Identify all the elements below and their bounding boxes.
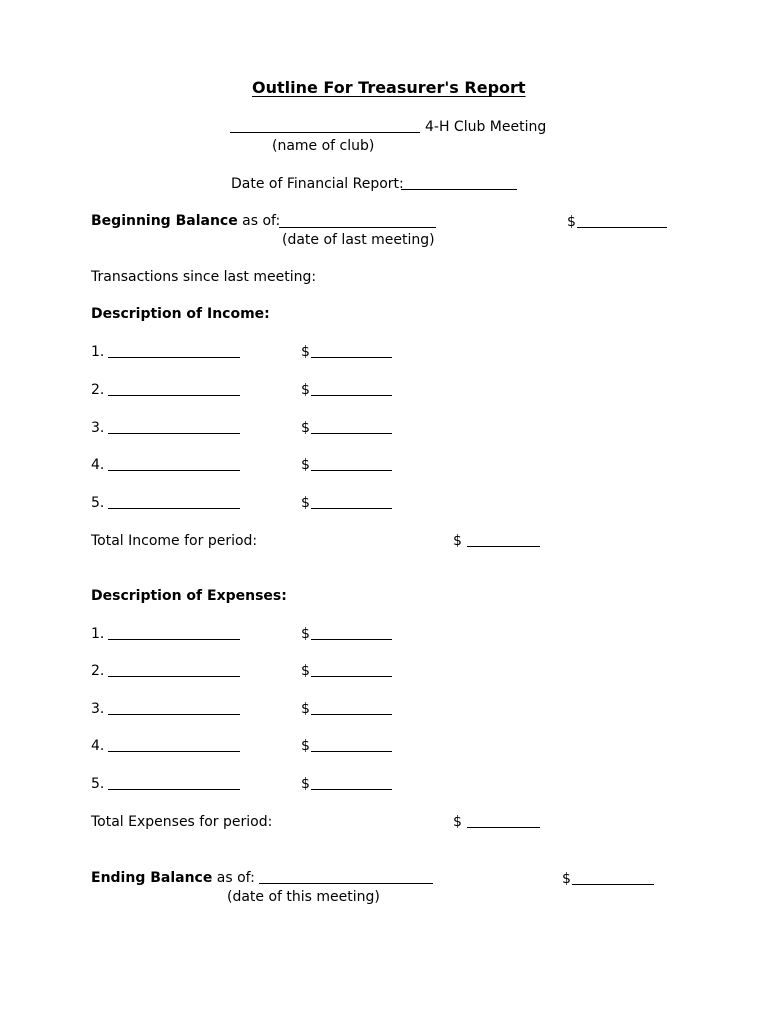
expense-item-2-description[interactable] bbox=[108, 676, 240, 677]
total-income-label: Total Income for period: bbox=[91, 533, 258, 549]
beginning-date-blank[interactable] bbox=[279, 227, 436, 228]
expense-item-5-amount[interactable] bbox=[311, 789, 392, 790]
expense-item-1-number: 1. bbox=[91, 626, 105, 642]
total-income-dollar: $ bbox=[453, 533, 462, 549]
ending-balance-bold: Ending Balance bbox=[91, 870, 213, 886]
page-title: Outline For Treasurer's Report bbox=[252, 78, 526, 97]
income-item-2-description[interactable] bbox=[108, 395, 240, 396]
expense-item-1-amount[interactable] bbox=[311, 639, 392, 640]
income-item-1-number: 1. bbox=[91, 344, 105, 360]
beginning-balance-label bbox=[91, 212, 280, 230]
expense-item-5-description[interactable] bbox=[108, 789, 240, 790]
income-item-5-amount[interactable] bbox=[311, 508, 392, 509]
beginning-amount-blank[interactable] bbox=[577, 227, 667, 228]
beginning-balance-bold: Beginning Balance bbox=[91, 213, 238, 229]
expense-item-1-description[interactable] bbox=[108, 639, 240, 640]
club-name-caption: (name of club) bbox=[272, 138, 375, 154]
income-item-5-dollar: $ bbox=[301, 495, 310, 511]
income-item-3-dollar: $ bbox=[301, 420, 310, 436]
expense-item-2-dollar: $ bbox=[301, 663, 310, 679]
expense-item-3-description[interactable] bbox=[108, 714, 240, 715]
beginning-dollar-sign: $ bbox=[567, 214, 576, 230]
income-item-4-number: 4. bbox=[91, 457, 105, 473]
ending-balance-as-of: as of: bbox=[212, 870, 255, 886]
total-expenses-label: Total Expenses for period: bbox=[91, 814, 273, 830]
income-item-2-amount[interactable] bbox=[311, 395, 392, 396]
ending-amount-blank[interactable] bbox=[572, 884, 654, 885]
income-item-1-amount[interactable] bbox=[311, 357, 392, 358]
expense-item-3-dollar: $ bbox=[301, 701, 310, 717]
total-expenses-amount[interactable] bbox=[467, 827, 540, 828]
ending-dollar-sign: $ bbox=[562, 871, 571, 887]
ending-balance-label bbox=[91, 869, 255, 887]
report-date-blank[interactable] bbox=[401, 189, 517, 190]
income-item-3-number: 3. bbox=[91, 420, 105, 436]
expense-item-4-number: 4. bbox=[91, 738, 105, 754]
income-item-5-description[interactable] bbox=[108, 508, 240, 509]
income-item-5-number: 5. bbox=[91, 495, 105, 511]
transactions-label: Transactions since last meeting: bbox=[91, 269, 317, 285]
beginning-balance-as-of: as of: bbox=[237, 213, 281, 229]
expense-item-4-description[interactable] bbox=[108, 751, 240, 752]
total-income-amount[interactable] bbox=[467, 546, 540, 547]
income-item-3-description[interactable] bbox=[108, 433, 240, 434]
expense-item-4-amount[interactable] bbox=[311, 751, 392, 752]
income-item-2-number: 2. bbox=[91, 382, 105, 398]
expense-item-4-dollar: $ bbox=[301, 738, 310, 754]
report-date-label: Date of Financial Report: bbox=[231, 176, 404, 192]
expense-item-3-number: 3. bbox=[91, 701, 105, 717]
income-item-1-dollar: $ bbox=[301, 344, 310, 360]
expense-item-5-dollar: $ bbox=[301, 776, 310, 792]
income-item-4-dollar: $ bbox=[301, 457, 310, 473]
total-expenses-dollar: $ bbox=[453, 814, 462, 830]
income-heading: Description of Income: bbox=[91, 306, 270, 322]
ending-date-caption: (date of this meeting) bbox=[227, 889, 380, 905]
expense-item-2-amount[interactable] bbox=[311, 676, 392, 677]
club-meeting-label: 4-H Club Meeting bbox=[425, 119, 547, 135]
club-name-blank[interactable] bbox=[230, 132, 420, 133]
expense-item-1-dollar: $ bbox=[301, 626, 310, 642]
income-item-1-description[interactable] bbox=[108, 357, 240, 358]
expense-item-2-number: 2. bbox=[91, 663, 105, 679]
income-item-4-description[interactable] bbox=[108, 470, 240, 471]
income-item-4-amount[interactable] bbox=[311, 470, 392, 471]
income-item-2-dollar: $ bbox=[301, 382, 310, 398]
expenses-heading: Description of Expenses: bbox=[91, 588, 287, 604]
expense-item-5-number: 5. bbox=[91, 776, 105, 792]
ending-date-blank[interactable] bbox=[259, 883, 433, 884]
expense-item-3-amount[interactable] bbox=[311, 714, 392, 715]
income-item-3-amount[interactable] bbox=[311, 433, 392, 434]
beginning-date-caption: (date of last meeting) bbox=[282, 232, 435, 248]
